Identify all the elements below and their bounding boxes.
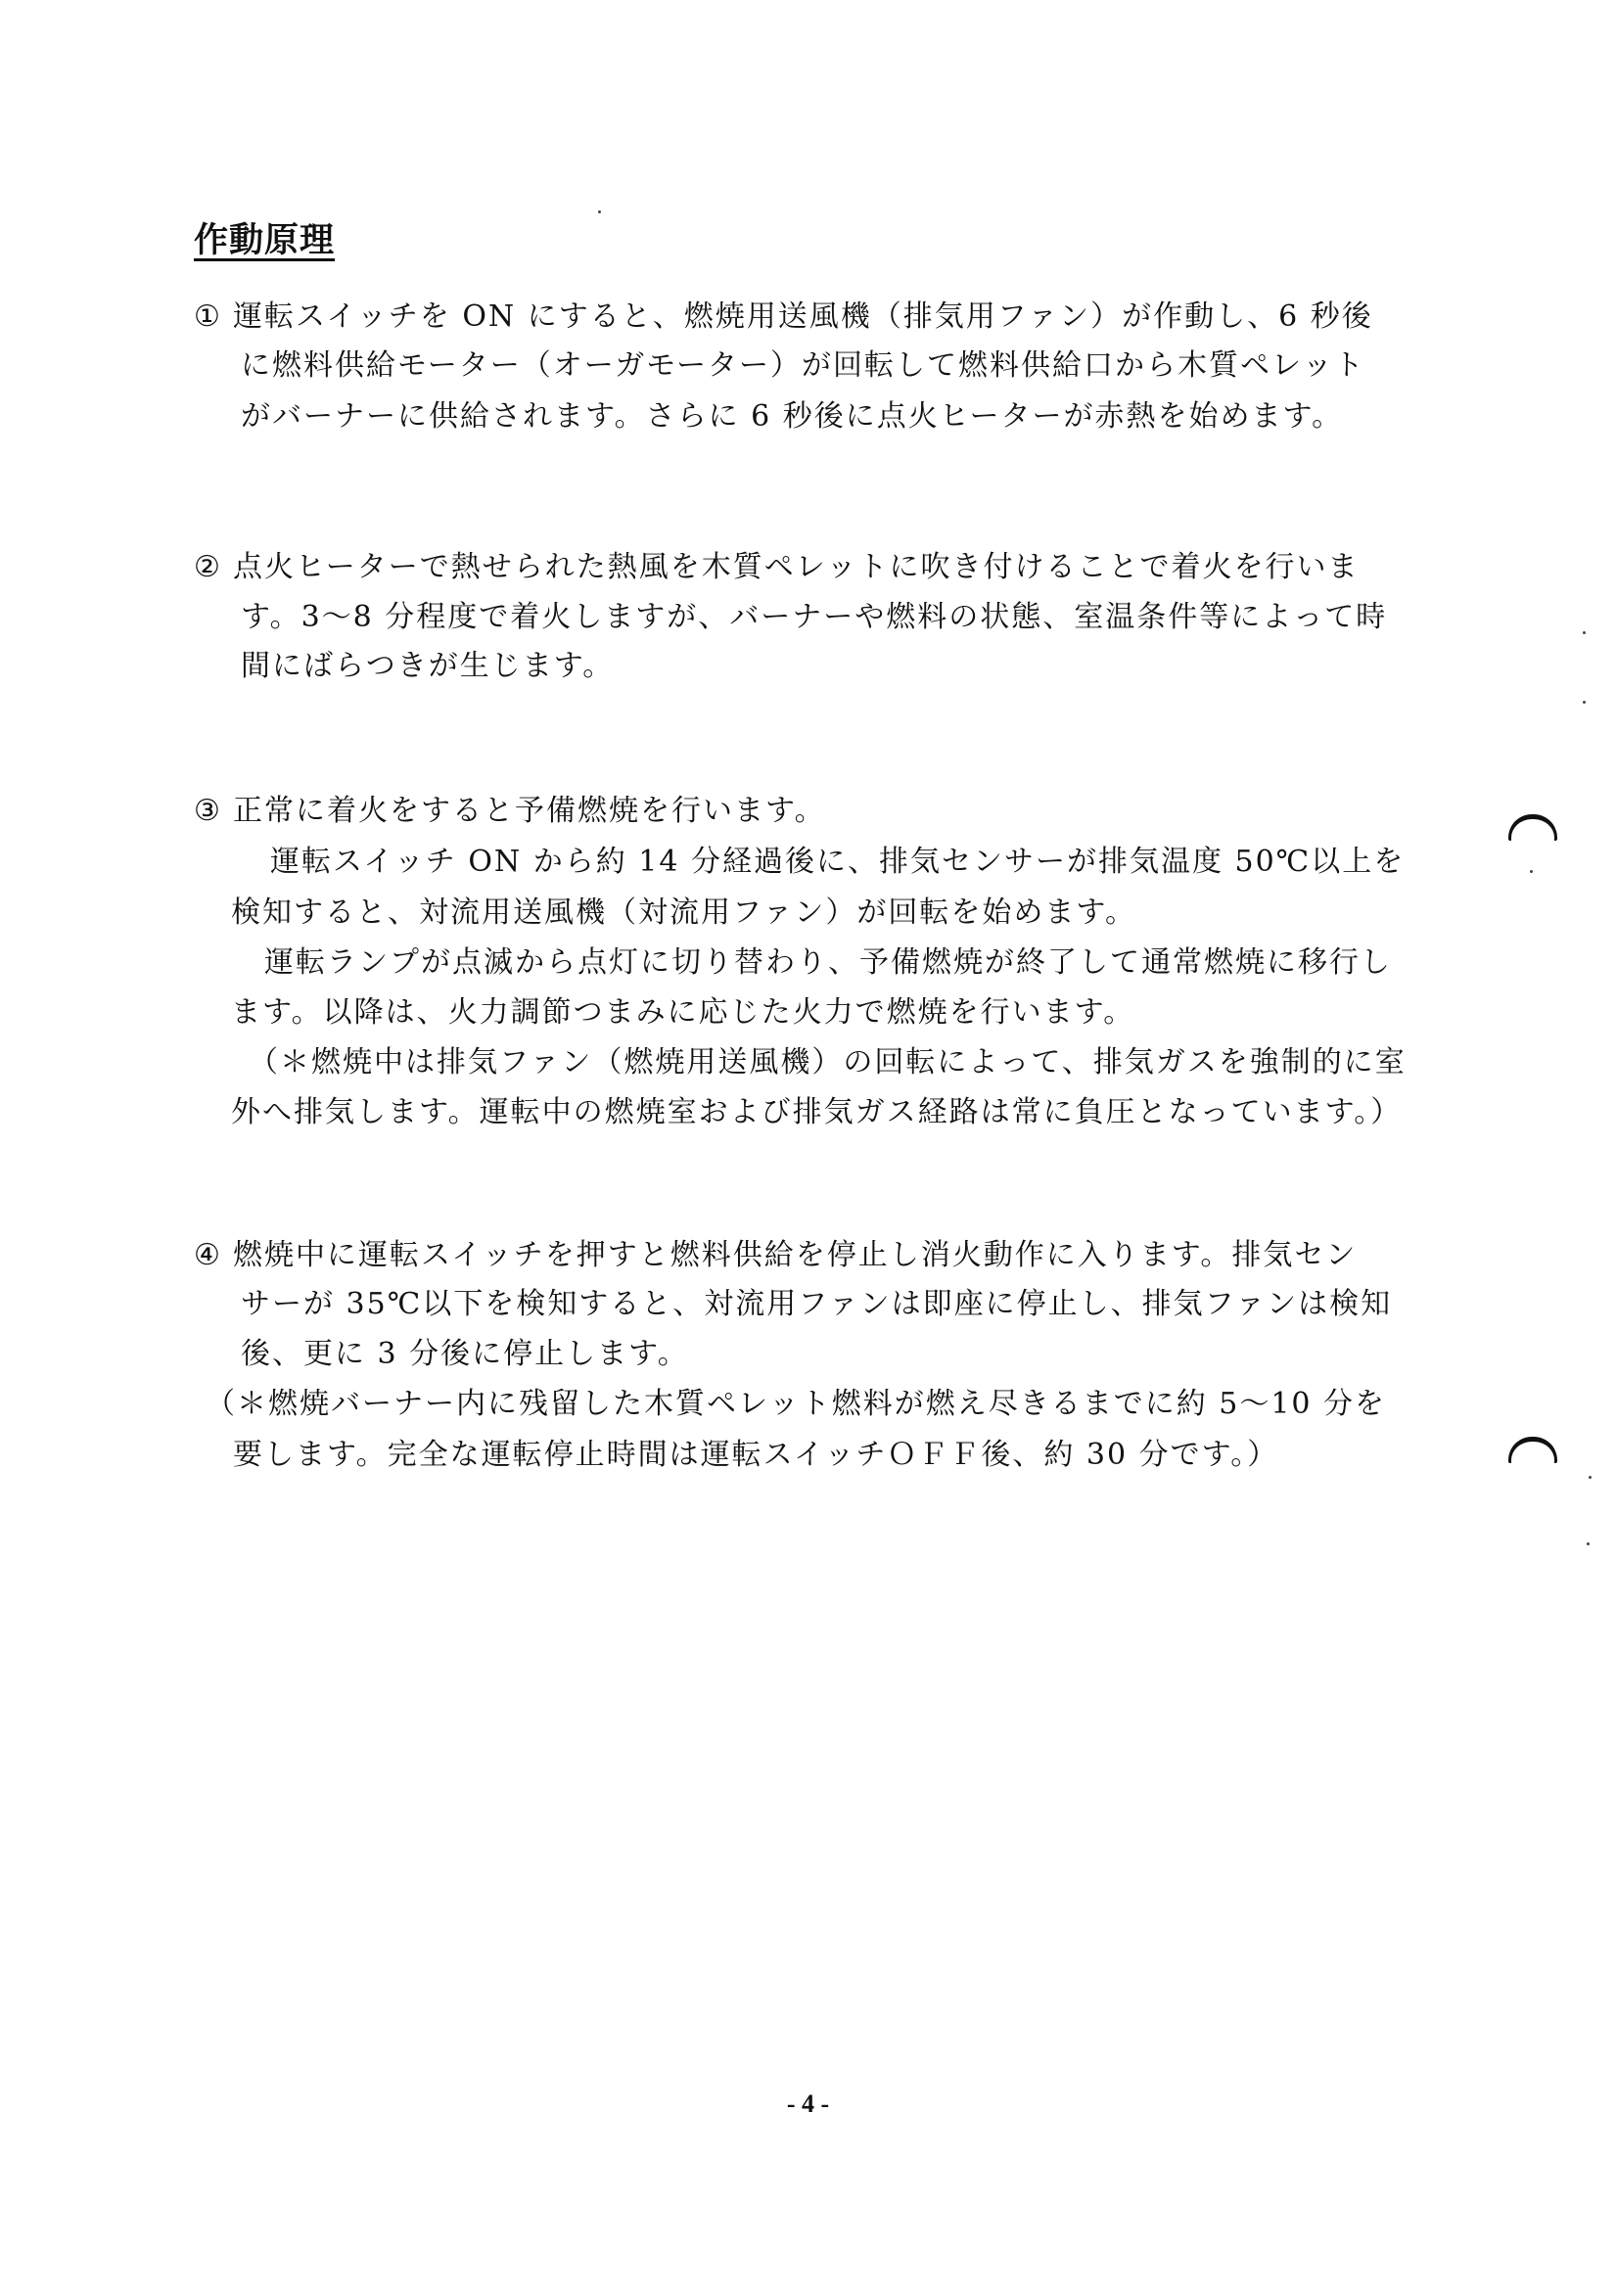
binder-hole-mark-upper xyxy=(1508,814,1557,841)
item-1-line-3: がバーナーに供給されます。さらに 6 秒後に点火ヒーターが赤熱を始めます。 xyxy=(241,399,1344,434)
page-number: - 4 - xyxy=(786,2089,830,2118)
item-4-line-4: （＊燃焼バーナー内に残留した木質ペレット燃料が燃え尽きるまでに約 5～10 分を xyxy=(206,1387,1387,1421)
item-2-line-3: 間にばらつきが生じます。 xyxy=(241,649,615,683)
item-1-line-1: ① 運転スイッチを ON にすると、燃焼用送風機（排気用ファン）が作動し、6 秒後 xyxy=(194,299,1373,334)
scan-speck xyxy=(1587,1542,1590,1545)
item-3-line-6: （＊燃焼中は排気ファン（燃焼用送風機）の回転によって、排気ガスを強制的に室 xyxy=(249,1045,1407,1079)
item-3-line-3: 検知すると、対流用送風機（対流用ファン）が回転を始めます。 xyxy=(231,895,1136,930)
item-3-line-5: ます。以降は、火力調節つまみに応じた火力で燃焼を行います。 xyxy=(231,995,1135,1030)
scan-speck xyxy=(598,210,601,213)
binder-hole-mark-lower xyxy=(1508,1437,1557,1463)
scan-speck xyxy=(1583,631,1586,634)
item-2-number: ② xyxy=(194,550,222,584)
item-4-line-2: サーが 35℃以下を検知すると、対流用ファンは即座に停止し、排気ファンは検知 xyxy=(241,1287,1393,1321)
item-3-line-1: ③ 正常に着火をすると予備燃焼を行います。 xyxy=(194,794,826,828)
scan-speck xyxy=(1583,701,1586,704)
item-2-line-1: ② 点火ヒーターで熱せられた熱風を木質ペレットに吹き付けることで着火を行いま xyxy=(194,550,1360,584)
item-3-line-4: 運転ランプが点滅から点灯に切り替わり、予備燃焼が終了して通常燃焼に移行し xyxy=(264,945,1392,980)
scan-speck xyxy=(1530,870,1533,873)
item-3-line-2: 運転スイッチ ON から約 14 分経過後に、排気センサーが排気温度 50℃以上を xyxy=(270,845,1406,879)
scan-speck xyxy=(1589,1476,1592,1479)
item-3-line-7: 外へ排気します。運転中の燃焼室および排気ガス経路は常に負圧となっています。） xyxy=(231,1095,1403,1129)
item-4-line-1: ④ 燃焼中に運転スイッチを押すと燃料供給を停止し消火動作に入ります。排気セン xyxy=(194,1238,1358,1272)
item-1-line-2: に燃料供給モーター（オーガモーター）が回転して燃料供給口から木質ペレット xyxy=(241,348,1365,383)
item-4-line-3: 後、更に 3 分後に停止します。 xyxy=(241,1337,689,1371)
item-1-number: ① xyxy=(194,299,222,334)
section-title: 作動原理 xyxy=(194,220,336,260)
item-4-line-5: 要します。完全な運転停止時間は運転スイッチＯＦＦ後、約 30 分です。） xyxy=(233,1438,1279,1472)
item-2-line-2: す。3～8 分程度で着火しますが、バーナーや燃料の状態、室温条件等によって時 xyxy=(241,600,1388,634)
item-3-number: ③ xyxy=(194,794,222,828)
item-4-number: ④ xyxy=(194,1238,222,1272)
